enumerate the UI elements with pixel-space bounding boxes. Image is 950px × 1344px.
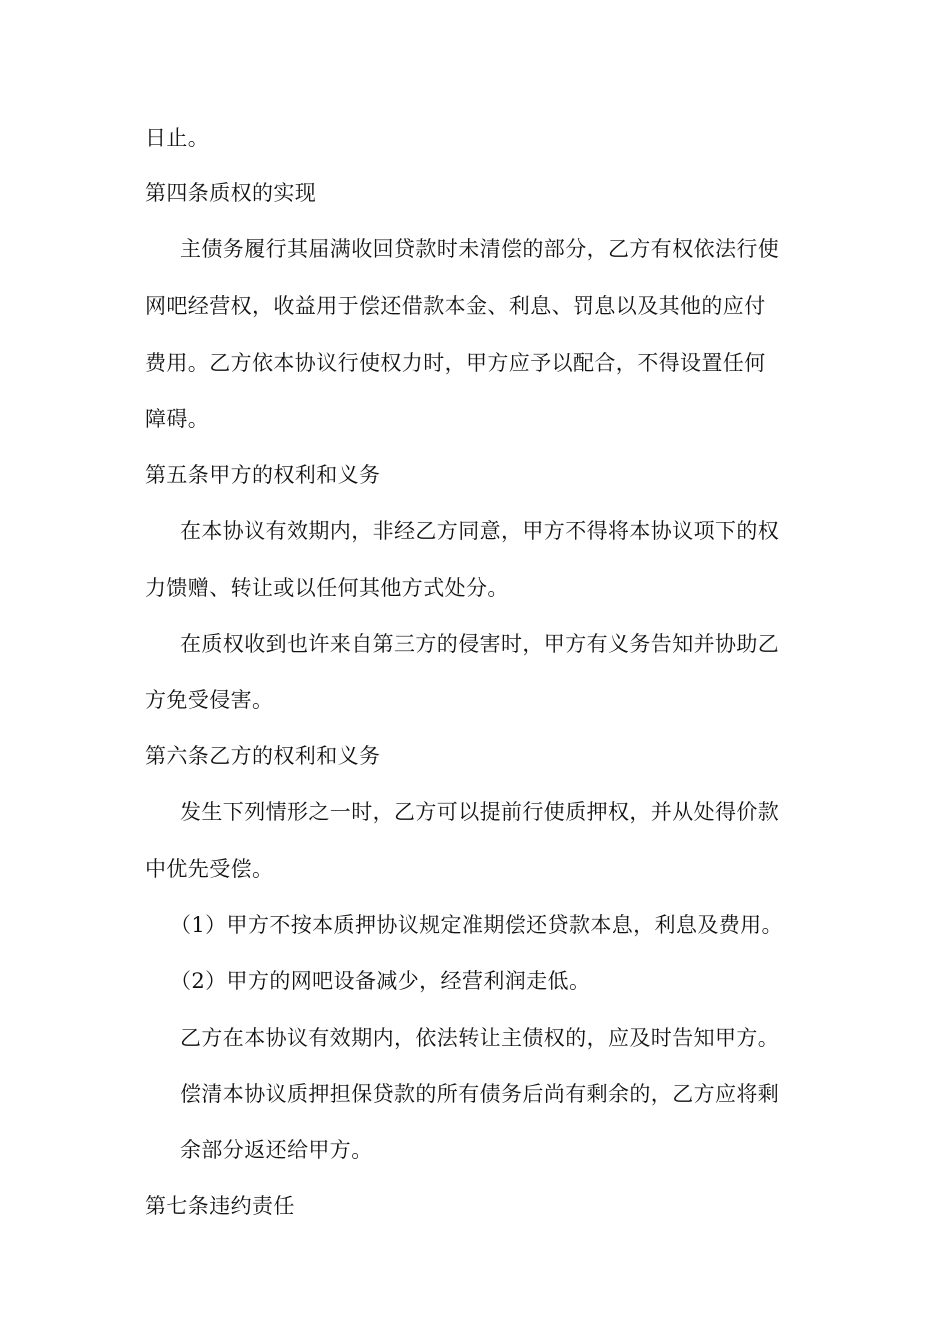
article-4-heading: 第四条质权的实现	[145, 181, 317, 205]
paragraph-line: 余部分返还给甲方。	[180, 1138, 373, 1162]
paragraph-line: 方免受侵害。	[145, 688, 274, 712]
article-5-heading: 第五条甲方的权利和义务	[145, 463, 381, 487]
paragraph-line: 障碍。	[145, 407, 210, 431]
paragraph-line: 网吧经营权，收益用于偿还借款本金、利息、罚息以及其他的应付	[145, 294, 766, 318]
paragraph-line: 乙方在本协议有效期内，依法转让主债权的，应及时告知甲方。	[180, 1026, 780, 1050]
list-item-1: （1）甲方不按本质押协议规定准期偿还贷款本息，利息及费用。	[170, 913, 783, 937]
paragraph-line: 费用。乙方依本协议行使权力时，甲方应予以配合，不得设置任何	[145, 351, 766, 375]
paragraph-line: 主债务履行其届满收回贷款时未清偿的部分，乙方有权依法行使	[180, 237, 780, 261]
article-6-heading: 第六条乙方的权利和义务	[145, 744, 381, 768]
paragraph-line: 力馈赠、转让或以任何其他方式处分。	[145, 576, 509, 600]
paragraph-line: 发生下列情形之一时，乙方可以提前行使质押权，并从处得价款	[180, 800, 780, 824]
article-7-heading: 第七条违约责任	[145, 1194, 295, 1218]
list-item-2: （2）甲方的网吧设备减少，经营利润走低。	[170, 969, 591, 993]
text-line-continuation: 日止。	[145, 126, 210, 150]
paragraph-line: 在质权收到也许来自第三方的侵害时，甲方有义务告知并协助乙	[180, 632, 780, 656]
paragraph-line: 在本协议有效期内，非经乙方同意，甲方不得将本协议项下的权	[180, 519, 780, 543]
paragraph-line: 中优先受偿。	[145, 857, 274, 881]
paragraph-line: 偿清本协议质押担保贷款的所有债务后尚有剩余的，乙方应将剩	[180, 1082, 780, 1106]
